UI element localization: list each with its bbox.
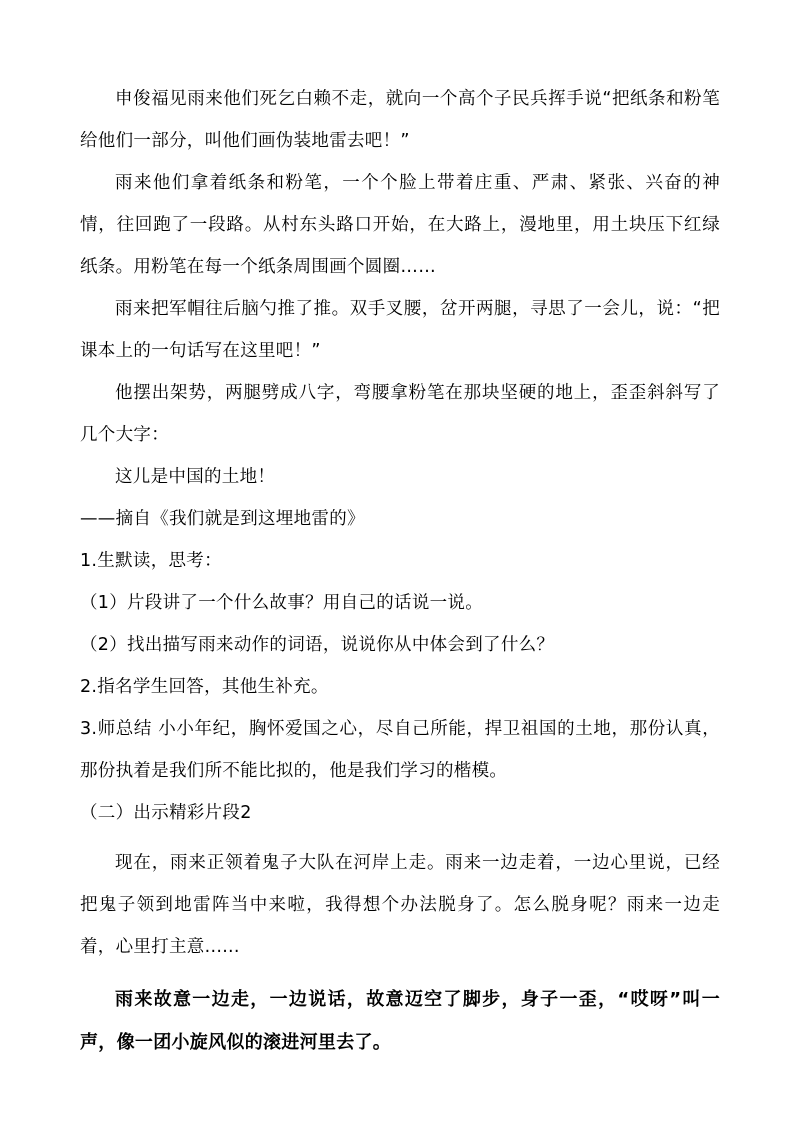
question-1: 1.生默读，思考： <box>80 551 222 571</box>
question-1-sub-2: （2）找出描写雨来动作的词语，说说你从中体会到了什么？ <box>80 635 555 655</box>
paragraph-chinese-land: 这儿是中国的土地！ <box>115 467 276 487</box>
source-line: ——摘自《我们就是到这埋地雷的》 <box>80 509 365 529</box>
question-1-sub-1: （1）片段讲了一个什么故事？用自己的话说一说。 <box>80 593 484 613</box>
step-3-summary: 3.师总结 小小年纪，胸怀爱国之心，尽自己所能，捍卫祖国的土地，那份认真，那份执着是我们所不能比拟的，他是我们学习的楷模。 <box>80 719 720 781</box>
paragraph-paper-strips: 雨来他们拿着纸条和粉笔，一个个脸上带着庄重、严肃、紧张、兴奋的神情，往回跑了一段路。从村东头路口开始，在大路上，漫地里，用土块压下红绿纸条。用粉笔在每一个纸条周围画个圆圈…… <box>80 173 720 277</box>
document-body <box>80 78 720 1064</box>
step-2: 2.指名学生回答，其他生补充。 <box>80 677 329 697</box>
paragraph-bold-excerpt: 雨来故意一边走，一边说话，故意迈空了脚步，身子一歪，“哎呀”叫一声，像一团小旋风似的滚进河里去了。 <box>80 989 720 1053</box>
paragraph-shen-junfu: 申俊福见雨来他们死乞白赖不走，就向一个高个子民兵挥手说“把纸条和粉笔给他们一部分，叫他们画伪装地雷去吧！” <box>80 89 720 151</box>
section-heading-excerpt-2: （二）出示精彩片段2 <box>80 803 252 823</box>
paragraph-military-cap: 雨来把军帽往后脑勺推了推。双手叉腰，岔开两腿，寻思了一会儿，说：“把课本上的一句话写在这里吧！” <box>80 299 720 361</box>
paragraph-writing-stance: 他摆出架势，两腿劈成八字，弯腰拿粉笔在那块坚硬的地上，歪歪斜斜写了几个大字： <box>80 383 720 445</box>
paragraph-excerpt-2: 现在，雨来正领着鬼子大队在河岸上走。雨来一边走着，一边心里说，已经把鬼子领到地雷阵当中来啦，我得想个办法脱身了。怎么脱身呢？雨来一边走着，心里打主意...... <box>80 853 720 957</box>
